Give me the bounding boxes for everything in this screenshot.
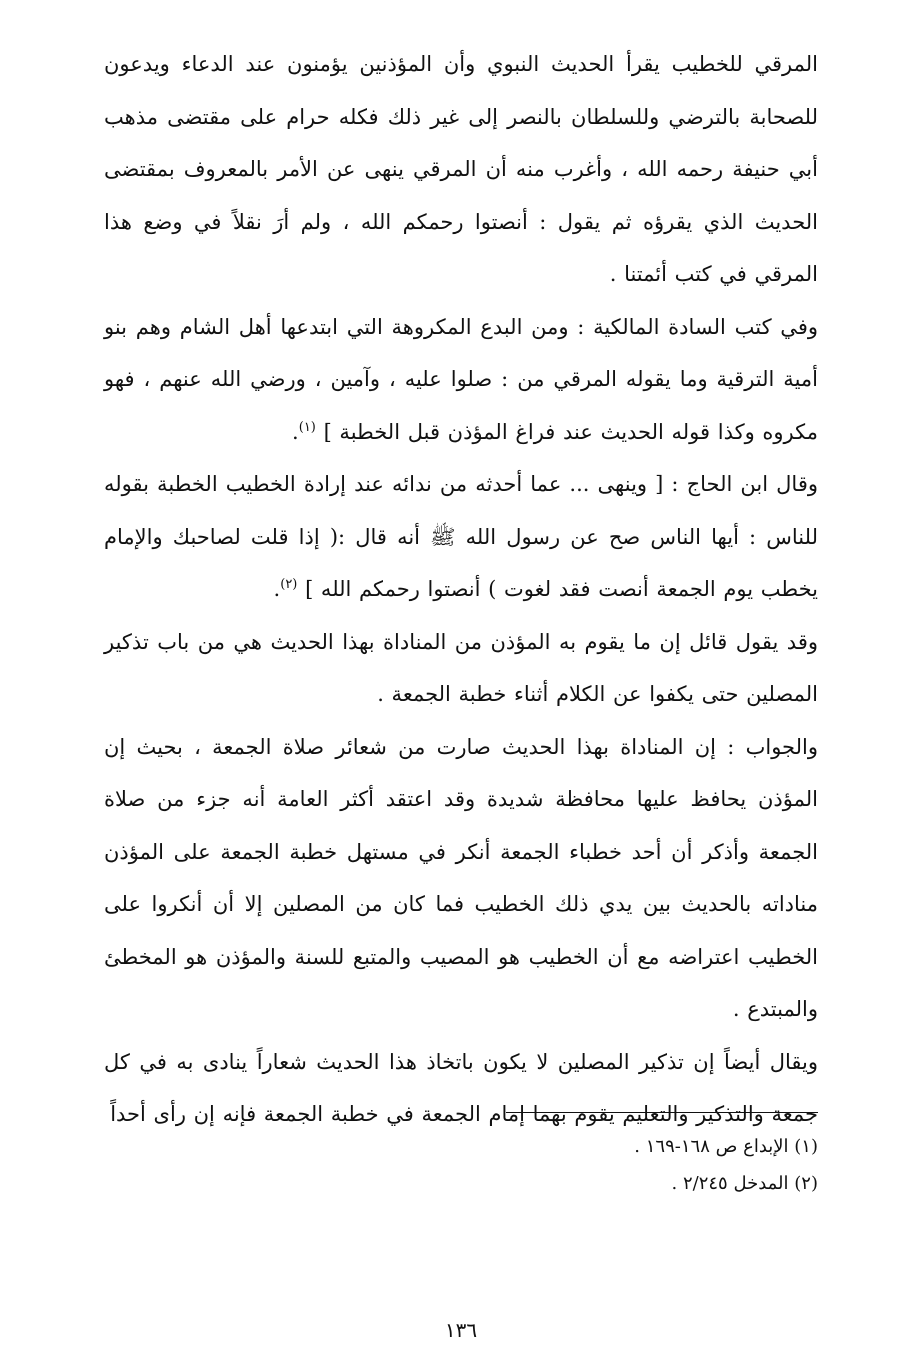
main-text bbox=[104, 38, 818, 1141]
paragraph-3-text: وقال ابن الحاج : [ وينهى ... عما أحدثه من ندائه عند إرادة الخطيب الخطبة بقوله للناس : أيها الناس صح عن رسول الله ﷺ أنه قال :( إذا قلت لصاحبك والإمام يخطب يوم الجمعة أنصت فقد لغوت ) أنصتوا رحمكم الله ] bbox=[104, 472, 818, 601]
paragraph-1-text: المرقي للخطيب يقرأ الحديث النبوي وأن المؤذنين يؤمنون عند الدعاء ويدعون للصحابة بالترضي وللسلطان بالنصر إلى غير ذلك فكله حرام على مقتضى مذهب أبي حنيفة رحمه الله ، وأغرب منه أن المرقي ينهى عن الأمر بالمعروف بمقتضى الحديث الذي يقرؤه ثم يقول : أنصتوا رحمكم الله ، ولم أرَ نقلاً في وضع هذا المرقي في كتب أئمتنا . bbox=[104, 52, 818, 286]
footnotes bbox=[104, 1128, 818, 1202]
paragraph-5 bbox=[104, 721, 818, 1036]
footnote-2: (٢) المدخل ٢/٢٤٥ . bbox=[671, 1173, 818, 1194]
footnote-divider bbox=[506, 1112, 818, 1113]
page-number: ١٣٦ bbox=[444, 1318, 478, 1342]
paragraph-5-text: والجواب : إن المناداة بهذا الحديث صارت من شعائر صلاة الجمعة ، بحيث إن المؤذن يحافظ عليها محافظة شديدة وقد اعتقد أكثر العامة أنه جزء من صلاة الجمعة وأذكر أن أحد خطباء الجمعة أنكر في مستهل خطبة الجمعة على المؤذن مناداته بالحديث بين يدي ذلك الخطيب فما كان من المصلين إلا أن أنكروا على الخطيب اعتراضه مع أن الخطيب هو المصيب والمتبع للسنة والمؤذن هو المخطئ والمبتدع . bbox=[104, 734, 818, 1021]
footnote-ref-1[interactable]: (١) bbox=[298, 419, 316, 435]
paragraph-3: وقال ابن الحاج : [ وينهى ... عما أحدثه من ندائه عند إرادة الخطيب الخطبة بقوله للناس : أيها الناس صح عن رسول الله ﷺ أنه قال :( إذا قلت لصاحبك والإمام يخطب يوم الجمعة أنصت فقد لغوت ) أنصتوا رحمكم الله ] $^{(٢)}$. bbox=[104, 472, 818, 601]
paragraph-4 bbox=[104, 616, 818, 721]
paragraph-2: وفي كتب السادة المالكية : ومن البدع المكروهة التي ابتدعها أهل الشام وهم بنو أمية الترقية وما يقوله المرقي من : صلوا عليه ، وآمين ، ورضي الله عنهم ، فهو مكروه وكذا قوله الحديث عند فراغ المؤذن قبل الخطبة ] $^{(١)}$. bbox=[104, 314, 818, 444]
footnote-1: (١) الإبداع ص ١٦٨-١٦٩ . bbox=[634, 1136, 818, 1157]
paragraph-4-text: وقد يقول قائل إن ما يقوم به المؤذن من المناداة بهذا الحديث هي من باب تذكير المصلين حتى يكفوا عن الكلام أثناء خطبة الجمعة . bbox=[104, 629, 818, 706]
footnote-ref-2[interactable]: (٢) bbox=[280, 577, 298, 592]
paragraph-6-text: ويقال أيضاً إن تذكير المصلين لا يكون باتخاذ هذا الحديث شعاراً ينادى به في كل جمعة والتذكير والتعليم يقوم بهما إمام الجمعة في خطبة الجمعة فإنه إن رأى أحداً bbox=[104, 1049, 818, 1126]
paragraph-2-text: وفي كتب السادة المالكية : ومن البدع المكروهة التي ابتدعها أهل الشام وهم بنو أمية الترقية وما يقوله المرقي من : صلوا عليه ، وآمين ، ورضي الله عنهم ، فهو مكروه وكذا قوله الحديث عند فراغ المؤذن قبل الخطبة ] bbox=[104, 314, 818, 444]
paragraph-1 bbox=[104, 38, 818, 301]
paragraph-6 bbox=[104, 1036, 818, 1141]
